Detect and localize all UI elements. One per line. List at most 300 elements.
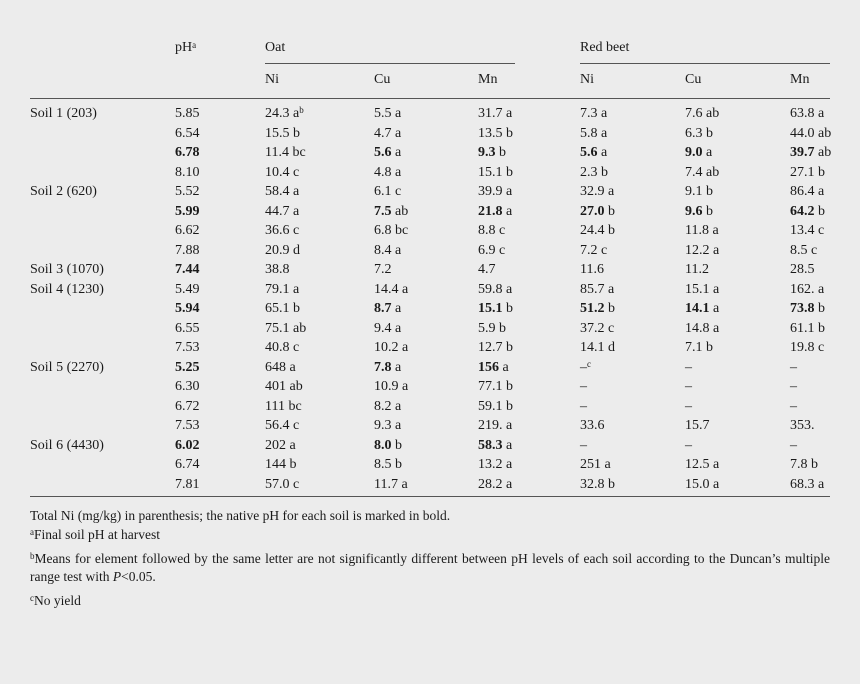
beet-mn-cell [790, 104, 824, 124]
beet-mn-cell-value: 61.1 b [790, 320, 825, 336]
oat-cu-cell-letter: a [395, 145, 402, 160]
beet-cu-cell [685, 299, 719, 319]
header-beet-cu: Cu [685, 72, 702, 87]
oat-cu-cell [374, 338, 408, 358]
beet-cu-cell-value: 9.1 b [685, 184, 713, 199]
oat-ni-cell-value: 40.8 c [265, 340, 300, 355]
ph-cell [175, 338, 200, 358]
oat-group-rule [265, 63, 515, 64]
table-row [0, 182, 860, 202]
beet-cu-cell [685, 455, 719, 475]
ph-cell-value: 5.85 [175, 106, 200, 121]
ph-cell-value: 8.10 [175, 164, 200, 180]
oat-cu-cell [374, 397, 401, 417]
oat-cu-cell-value: 9.3 a [374, 418, 402, 433]
oat-ni-cell-value: 401 ab [265, 379, 303, 394]
oat-ni-cell-footnote-mark: b [299, 105, 304, 115]
beet-ni-cell [580, 182, 614, 202]
oat-ni-cell [265, 416, 299, 436]
beet-ni-cell [580, 202, 615, 222]
beet-ni-cell [580, 163, 608, 183]
oat-ni-cell-value: 57.0 c [265, 476, 300, 492]
beet-cu-cell [685, 124, 713, 144]
beet-ni-cell [580, 260, 604, 280]
header-group-oat: Oat [265, 40, 286, 55]
oat-cu-cell [374, 241, 401, 261]
oat-cu-cell [374, 455, 402, 475]
oat-ni-cell [265, 280, 299, 300]
header-oat-mn: Mn [478, 72, 498, 87]
ph-cell [175, 241, 200, 261]
beet-mn-cell-value: 63.8 a [790, 106, 825, 121]
oat-ni-cell [265, 475, 299, 495]
oat-cu-cell [374, 358, 401, 378]
oat-mn-cell-value: 5.9 b [478, 320, 506, 336]
beet-mn-cell [790, 163, 825, 183]
ph-cell-value: 5.49 [175, 281, 200, 297]
beet-mn-cell [790, 202, 825, 222]
oat-mn-cell-value: 156 [478, 359, 499, 375]
ph-cell [175, 436, 200, 456]
ph-cell-value: 6.55 [175, 320, 200, 336]
oat-mn-cell-letter: b [506, 301, 513, 316]
oat-cu-cell-value: 8.2 a [374, 398, 402, 414]
beet-cu-cell-value: 15.7 [685, 418, 710, 433]
oat-cu-cell [374, 143, 401, 163]
beet-ni-cell [580, 416, 605, 436]
beet-mn-cell-value: 64.2 [790, 203, 815, 219]
table-row [0, 260, 860, 280]
oat-ni-cell [265, 202, 299, 222]
beet-mn-cell-value: 44.0 ab [790, 125, 832, 141]
oat-mn-cell-value: 12.7 b [478, 340, 513, 355]
beet-cu-cell [685, 163, 719, 183]
beet-mn-cell-value: 7.8 b [790, 457, 818, 472]
footnote-b-text: Means for element followed by the same letter are not significantly different between pH levels of each soil according to the Duncan’s multiple range test with [30, 551, 830, 584]
oat-cu-cell-letter: a [395, 301, 402, 316]
beet-cu-cell [685, 143, 712, 163]
beet-cu-cell [685, 221, 719, 241]
beet-cu-cell [685, 319, 719, 339]
oat-cu-cell [374, 416, 401, 436]
oat-ni-cell-value: 144 b [265, 457, 297, 472]
beet-cu-cell [685, 241, 719, 261]
footnote-b-p: P [112, 569, 122, 584]
soil-cell-value: Soil 6 (4430) [30, 437, 104, 453]
oat-mn-cell-value: 6.9 c [478, 242, 506, 258]
oat-mn-cell-value: 58.3 [478, 437, 503, 453]
red-beet-group-rule [580, 63, 830, 64]
ph-cell [175, 182, 200, 202]
oat-mn-cell [478, 319, 506, 339]
ph-cell-value: 6.02 [175, 437, 200, 453]
footnote-a [30, 526, 830, 544]
oat-ni-cell [265, 358, 296, 378]
beet-mn-cell-value: 13.4 c [790, 223, 825, 238]
oat-mn-cell-value: 77.1 b [478, 379, 513, 394]
oat-cu-cell [374, 260, 392, 280]
oat-mn-cell [478, 163, 513, 183]
oat-ni-cell-value: 75.1 ab [265, 320, 307, 336]
beet-ni-cell-value: – [580, 379, 587, 394]
beet-cu-cell [685, 260, 709, 280]
oat-mn-cell [478, 221, 505, 241]
beet-cu-cell-value: 7.1 b [685, 340, 713, 355]
beet-ni-cell-value: 14.1 d [580, 340, 615, 355]
oat-cu-cell-value: 8.7 [374, 301, 392, 316]
ph-cell-value: 6.54 [175, 125, 200, 141]
oat-mn-cell [478, 377, 513, 397]
oat-mn-cell-value: 8.8 c [478, 223, 506, 238]
beet-mn-cell-value: 86.4 a [790, 184, 825, 199]
beet-ni-cell [580, 280, 614, 300]
oat-cu-cell [374, 475, 408, 495]
beet-mn-cell [790, 338, 824, 358]
beet-mn-cell-value: 28.5 [790, 262, 815, 277]
beet-cu-cell-value: – [685, 359, 692, 375]
oat-cu-cell-value: 10.2 a [374, 340, 409, 355]
oat-cu-cell-value: 14.4 a [374, 281, 409, 297]
beet-cu-cell-value: – [685, 398, 692, 414]
header-ph [175, 40, 196, 56]
oat-cu-cell [374, 377, 408, 397]
beet-cu-cell [685, 358, 692, 378]
ph-cell-value: 5.52 [175, 184, 200, 199]
table-row [0, 299, 860, 319]
oat-cu-cell [374, 319, 401, 339]
beet-ni-cell [580, 436, 587, 456]
beet-mn-cell-value: 39.7 [790, 145, 815, 160]
oat-mn-cell [478, 143, 506, 163]
oat-cu-cell [374, 299, 401, 319]
oat-cu-cell [374, 202, 408, 222]
beet-cu-cell-value: 7.6 ab [685, 106, 720, 121]
oat-mn-cell [478, 436, 512, 456]
beet-mn-cell-value: 8.5 c [790, 242, 818, 258]
beet-ni-cell-value: 37.2 c [580, 320, 615, 336]
oat-ni-cell [265, 182, 299, 202]
beet-cu-cell-value: – [685, 379, 692, 394]
ph-cell-value: 7.81 [175, 476, 200, 492]
table-row [0, 397, 860, 417]
ph-cell [175, 280, 200, 300]
oat-mn-cell-letter: b [499, 145, 506, 160]
beet-mn-cell-value: – [790, 437, 797, 453]
oat-mn-cell [478, 241, 505, 261]
oat-ni-cell-value: 56.4 c [265, 418, 300, 433]
oat-ni-cell [265, 104, 304, 124]
oat-cu-cell-letter: a [395, 359, 402, 375]
oat-mn-cell-value: 21.8 [478, 203, 503, 219]
oat-ni-cell [265, 377, 303, 397]
oat-cu-cell [374, 163, 401, 183]
table-row [0, 280, 860, 300]
table-row [0, 124, 860, 144]
beet-ni-cell-value: 51.2 [580, 301, 605, 316]
beet-ni-cell-value: 24.4 b [580, 223, 615, 238]
beet-ni-cell [580, 455, 611, 475]
oat-cu-cell [374, 104, 401, 124]
beet-mn-cell [790, 397, 797, 417]
beet-ni-cell-footnote-mark: c [587, 358, 591, 369]
beet-mn-cell [790, 358, 797, 378]
oat-mn-cell [478, 338, 513, 358]
oat-mn-cell [478, 124, 513, 144]
oat-ni-cell [265, 163, 299, 183]
beet-cu-cell-value: 15.0 a [685, 476, 720, 492]
oat-ni-cell [265, 299, 300, 319]
beet-ni-cell-letter: b [608, 301, 615, 316]
beet-mn-cell [790, 124, 831, 144]
ph-cell-value: 7.88 [175, 242, 200, 258]
oat-mn-cell [478, 299, 513, 319]
oat-cu-cell-value: 8.5 b [374, 457, 402, 472]
beet-mn-cell-value: 19.8 c [790, 340, 825, 355]
ph-cell-value: 5.99 [175, 203, 200, 219]
ph-cell [175, 358, 200, 378]
beet-mn-cell-value: 68.3 a [790, 476, 825, 492]
beet-cu-cell-value: 14.1 [685, 301, 710, 316]
oat-cu-cell-value: 7.2 [374, 262, 392, 277]
footnote-a-text: Final soil pH at harvest [34, 527, 160, 542]
ph-cell [175, 455, 200, 475]
beet-ni-cell [580, 143, 607, 163]
beet-ni-cell-letter: a [601, 145, 608, 160]
beet-ni-cell-value: 32.8 b [580, 476, 615, 492]
oat-mn-cell-letter: a [506, 203, 513, 219]
beet-cu-cell-value: 11.8 a [685, 223, 719, 238]
beet-mn-cell-letter: ab [818, 145, 832, 160]
beet-cu-cell [685, 280, 719, 300]
oat-cu-cell-value: 7.8 [374, 359, 392, 375]
beet-ni-cell-value: 33.6 [580, 418, 605, 433]
table-row [0, 221, 860, 241]
oat-ni-cell [265, 319, 306, 339]
oat-cu-cell-value: 6.1 c [374, 184, 402, 199]
beet-mn-cell [790, 416, 815, 436]
oat-mn-cell [478, 397, 513, 417]
oat-cu-cell [374, 280, 408, 300]
table-bottom-rule [30, 496, 830, 497]
oat-ni-cell-value: 24.3 a [265, 106, 300, 121]
beet-ni-cell-value: 2.3 b [580, 164, 608, 180]
oat-mn-cell-value: 59.8 a [478, 281, 513, 297]
beet-mn-cell-value: – [790, 379, 797, 394]
beet-mn-cell-letter: b [818, 203, 825, 219]
beet-ni-cell [580, 124, 607, 144]
ph-cell-value: 7.44 [175, 262, 200, 277]
beet-ni-cell-value: 5.8 a [580, 125, 608, 141]
oat-mn-cell-value: 15.1 b [478, 164, 513, 180]
beet-mn-cell-value: – [790, 359, 797, 375]
oat-mn-cell [478, 202, 512, 222]
soil-cell [30, 182, 97, 202]
oat-cu-cell-value: 8.4 a [374, 242, 402, 258]
beet-cu-cell-value: 12.5 a [685, 457, 720, 472]
oat-cu-cell-value: 4.7 a [374, 125, 402, 141]
beet-cu-cell [685, 202, 713, 222]
beet-mn-cell-value: 353. [790, 418, 815, 433]
beet-ni-cell-value: 5.6 [580, 145, 598, 160]
soil-cell [30, 280, 104, 300]
beet-ni-cell [580, 104, 607, 124]
header-oat-ni: Ni [265, 72, 279, 87]
beet-mn-cell [790, 455, 818, 475]
oat-cu-cell-letter: ab [395, 203, 409, 219]
oat-ni-cell [265, 338, 299, 358]
beet-mn-cell [790, 182, 824, 202]
ph-cell [175, 202, 200, 222]
beet-ni-cell-value: 85.7 a [580, 281, 615, 297]
footnote-a-mark: a [30, 527, 34, 537]
footnote-c [30, 592, 830, 610]
soil-cell [30, 358, 104, 378]
beet-ni-cell-value: 27.0 [580, 203, 605, 219]
oat-ni-cell-value: 111 bc [265, 398, 302, 414]
beet-ni-cell-value: 251 a [580, 457, 611, 472]
oat-ni-cell-value: 10.4 c [265, 164, 300, 180]
ph-cell [175, 124, 200, 144]
beet-cu-cell [685, 397, 692, 417]
beet-mn-cell [790, 436, 797, 456]
oat-cu-cell [374, 124, 401, 144]
table-row [0, 377, 860, 397]
table-row [0, 143, 860, 163]
table-row [0, 202, 860, 222]
beet-cu-cell-value: – [685, 437, 692, 453]
oat-cu-cell-value: 11.7 a [374, 476, 408, 492]
oat-ni-cell [265, 221, 299, 241]
oat-ni-cell [265, 143, 306, 163]
oat-cu-cell-value: 4.8 a [374, 164, 402, 180]
ph-cell [175, 377, 200, 397]
table-row [0, 358, 860, 378]
oat-mn-cell [478, 475, 512, 495]
beet-mn-cell-value: – [790, 398, 797, 414]
beet-ni-cell [580, 475, 615, 495]
beet-ni-cell-value: 7.3 a [580, 106, 608, 121]
beet-cu-cell-value: 9.6 [685, 203, 703, 219]
ph-cell [175, 163, 200, 183]
oat-ni-cell-value: 11.4 bc [265, 145, 306, 160]
ph-cell-value: 6.30 [175, 379, 200, 394]
beet-cu-cell [685, 338, 713, 358]
beet-ni-cell-value: 11.6 [580, 262, 604, 277]
oat-cu-cell [374, 436, 402, 456]
table-row [0, 455, 860, 475]
beet-mn-cell-value: 27.1 b [790, 164, 825, 180]
beet-mn-cell-value: 73.8 [790, 301, 815, 316]
beet-cu-cell [685, 436, 692, 456]
beet-cu-cell-value: 6.3 b [685, 125, 713, 141]
oat-cu-cell-value: 8.0 [374, 437, 392, 453]
oat-ni-cell [265, 260, 290, 280]
beet-ni-cell [580, 319, 614, 339]
oat-cu-cell [374, 182, 401, 202]
table-row [0, 475, 860, 495]
oat-mn-cell-letter: a [502, 359, 509, 375]
beet-mn-cell [790, 280, 824, 300]
ph-cell-value: 5.25 [175, 359, 200, 375]
beet-ni-cell [580, 338, 615, 358]
oat-ni-cell [265, 124, 300, 144]
beet-ni-cell-value: – [580, 359, 587, 375]
table-row [0, 338, 860, 358]
oat-ni-cell-value: 38.8 [265, 262, 290, 277]
soil-cell-value: Soil 2 (620) [30, 184, 97, 199]
oat-ni-cell [265, 455, 297, 475]
beet-ni-cell-letter: b [608, 203, 615, 219]
table-row [0, 319, 860, 339]
ph-cell-value: 6.62 [175, 223, 200, 238]
oat-ni-cell [265, 241, 300, 261]
ph-cell [175, 260, 200, 280]
oat-cu-cell-value: 5.6 [374, 145, 392, 160]
oat-cu-cell-value: 7.5 [374, 203, 392, 219]
beet-cu-cell-letter: a [713, 301, 720, 316]
beet-ni-cell [580, 299, 615, 319]
beet-mn-cell [790, 260, 815, 280]
footnote-note: Total Ni (mg/kg) in parenthesis; the native pH for each soil is marked in bold. [30, 508, 451, 523]
table-row [0, 241, 860, 261]
beet-ni-cell [580, 358, 591, 378]
ph-cell-value: 6.78 [175, 145, 200, 160]
footnote-b [30, 550, 830, 586]
beet-cu-cell-value: 14.8 a [685, 320, 720, 336]
header-ph-footnote-mark: a [192, 40, 197, 50]
beet-mn-cell [790, 319, 825, 339]
beet-mn-cell [790, 241, 817, 261]
footnote-c-mark: c [30, 593, 34, 603]
beet-ni-cell [580, 241, 607, 261]
ph-cell [175, 416, 200, 436]
oat-ni-cell-value: 20.9 d [265, 242, 300, 258]
oat-mn-cell [478, 455, 512, 475]
oat-ni-cell [265, 436, 296, 456]
beet-cu-cell-letter: a [706, 145, 713, 160]
header-group-red-beet: Red beet [580, 40, 630, 55]
oat-cu-cell-value: 6.8 bc [374, 223, 409, 238]
oat-mn-cell-letter: a [506, 437, 513, 453]
beet-mn-cell [790, 475, 824, 495]
oat-mn-cell [478, 416, 512, 436]
header-ph-label: pH [175, 40, 193, 55]
beet-mn-cell [790, 377, 797, 397]
soil-cell-value: Soil 4 (1230) [30, 281, 104, 297]
oat-mn-cell-value: 219. a [478, 418, 513, 433]
oat-mn-cell-value: 28.2 a [478, 476, 513, 492]
beet-mn-cell [790, 299, 825, 319]
beet-cu-cell [685, 104, 719, 124]
oat-mn-cell-value: 39.9 a [478, 184, 513, 199]
beet-mn-cell [790, 143, 831, 163]
oat-ni-cell-value: 202 a [265, 437, 296, 453]
ph-cell [175, 143, 200, 163]
beet-cu-cell-value: 12.2 a [685, 242, 720, 258]
footnote-b-mark: b [30, 551, 35, 561]
oat-mn-cell [478, 182, 512, 202]
table-row [0, 416, 860, 436]
beet-mn-cell-letter: b [818, 301, 825, 316]
beet-mn-cell-value: 162. a [790, 281, 825, 297]
ph-cell [175, 221, 200, 241]
ph-cell [175, 104, 200, 124]
oat-mn-cell [478, 358, 509, 378]
footnote-c-text: No yield [34, 593, 81, 608]
ph-cell [175, 299, 200, 319]
ph-cell-value: 6.72 [175, 398, 200, 414]
oat-ni-cell-value: 65.1 b [265, 301, 300, 316]
